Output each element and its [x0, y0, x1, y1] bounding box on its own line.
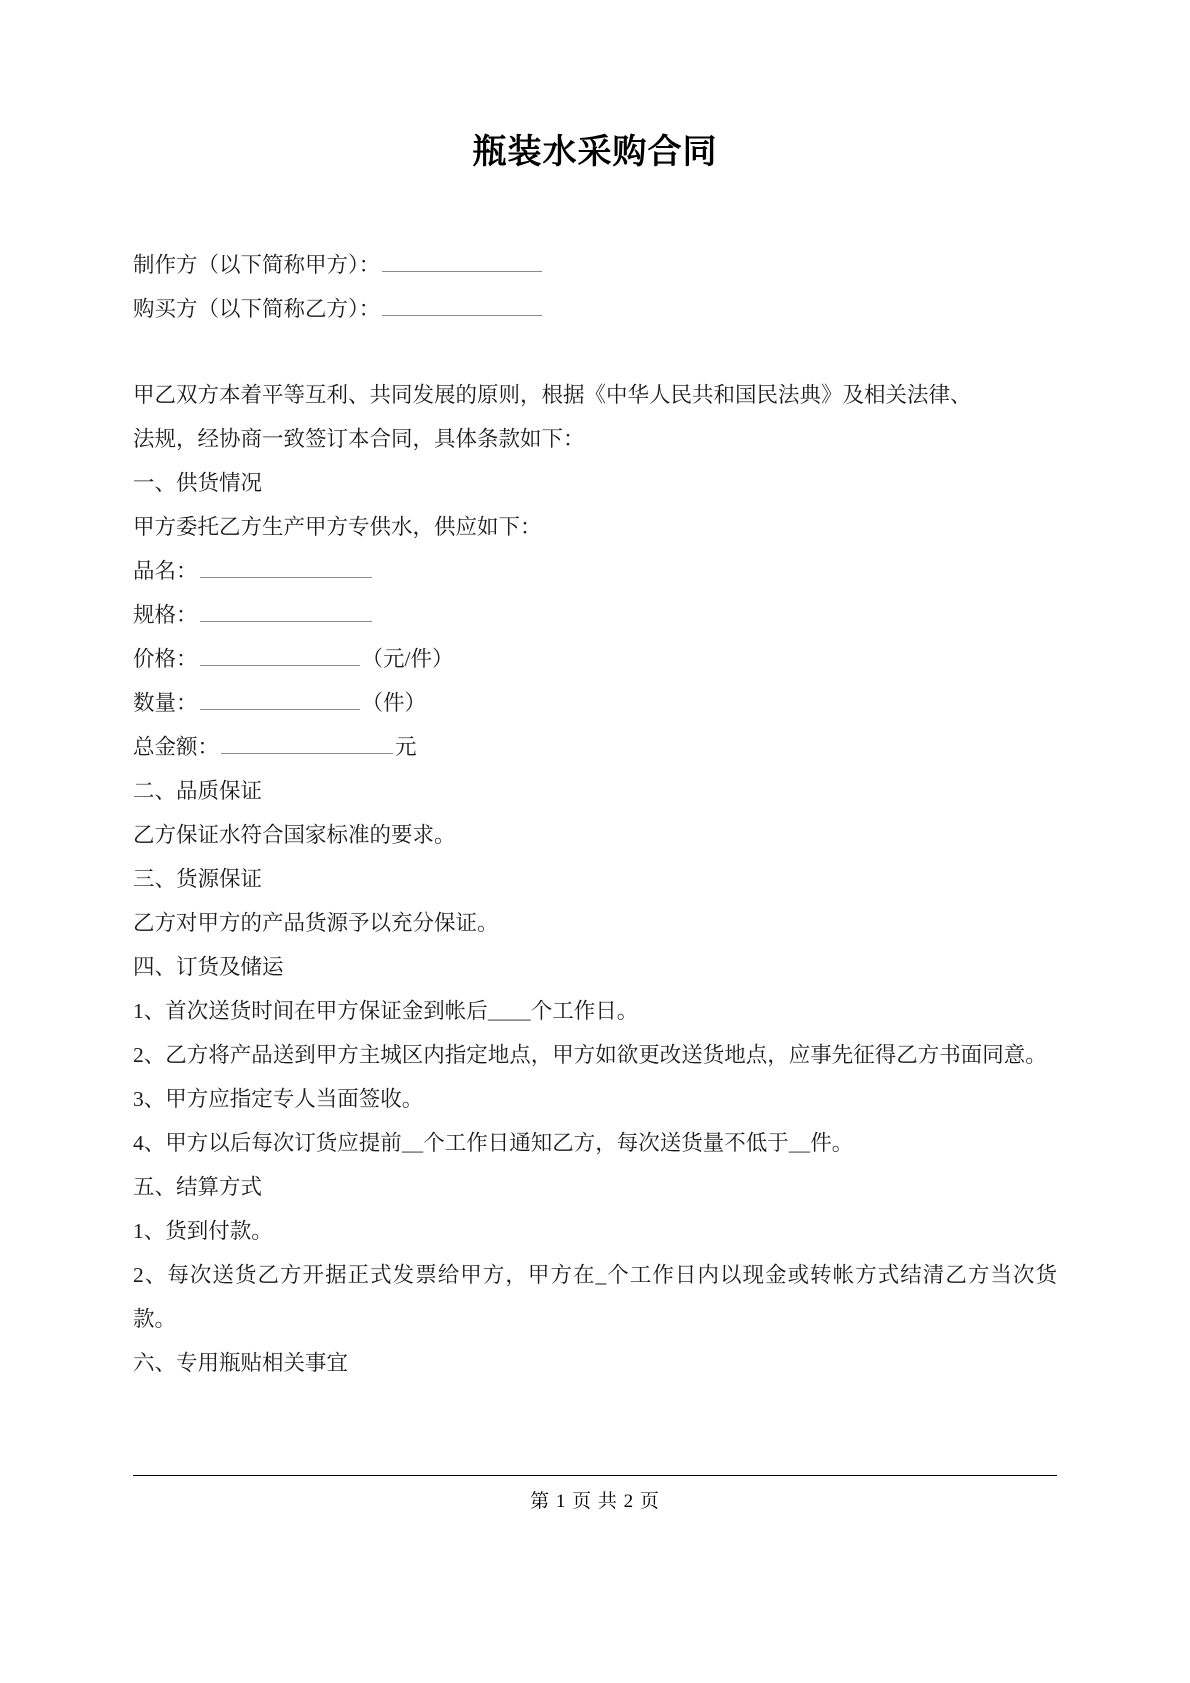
field-product-name	[133, 549, 1057, 593]
field-blank-quantity[interactable]	[200, 689, 360, 710]
page-title: 瓶装水采购合同	[472, 133, 718, 171]
field-price	[133, 637, 1057, 681]
preamble-line-1: 甲乙双方本着平等互利、共同发展的原则，根据《中华人民共和国民法典》及相关法律、	[133, 382, 972, 407]
section-heading-6: 六、专用瓶贴相关事宜	[133, 1350, 349, 1375]
field-label-total-amount: 总金额：	[133, 734, 220, 759]
party-line-seller	[133, 243, 1057, 287]
section-5-item-2: 2、每次送货乙方开据正式发票给甲方，甲方在_个工作日内以现金或转帐方式结清乙方当次货款。	[133, 1262, 1057, 1331]
field-blank-price[interactable]	[200, 645, 360, 666]
footer-divider	[133, 1475, 1057, 1476]
section-heading-3: 三、货源保证	[133, 866, 263, 891]
section-1-line-1: 甲方委托乙方生产甲方专供水，供应如下：	[133, 514, 542, 539]
section-heading-5: 五、结算方式	[133, 1174, 263, 1199]
section-2-line-1: 乙方保证水符合国家标准的要求。	[133, 822, 456, 847]
section-heading-1: 一、供货情况	[133, 470, 263, 495]
page-footer	[133, 1475, 1057, 1513]
preamble-line-2: 法规，经协商一致签订本合同，具体条款如下：	[133, 426, 585, 451]
section-heading-4: 四、订货及储运	[133, 954, 284, 979]
preamble-spacer	[133, 331, 1057, 373]
field-label-specification: 规格：	[133, 602, 198, 627]
field-blank-total-amount[interactable]	[221, 733, 393, 754]
section-heading-2: 二、品质保证	[133, 778, 263, 803]
party-blank-seller[interactable]	[382, 251, 542, 272]
title-spacer	[133, 173, 1057, 243]
party-line-buyer	[133, 287, 1057, 331]
field-label-quantity: 数量：	[133, 690, 198, 715]
field-blank-product-name[interactable]	[200, 557, 372, 578]
party-label-seller: 制作方（以下简称甲方）：	[133, 252, 381, 277]
section-3-line-1: 乙方对甲方的产品货源予以充分保证。	[133, 910, 499, 935]
field-unit-quantity: （件）	[361, 690, 427, 715]
field-blank-specification[interactable]	[200, 601, 372, 622]
page-number-label: 第 1 页 共 2 页	[530, 1491, 660, 1512]
field-unit-total-amount: 元	[395, 734, 417, 759]
document-body	[133, 0, 1057, 1385]
field-unit-price: （元/件）	[361, 646, 454, 671]
field-label-price: 价格：	[133, 646, 198, 671]
field-total-amount	[133, 725, 1057, 769]
section-5-item-1: 1、货到付款。	[133, 1218, 273, 1243]
party-label-buyer: 购买方（以下简称乙方）：	[133, 296, 381, 321]
party-blank-buyer[interactable]	[382, 295, 542, 316]
field-label-product-name: 品名：	[133, 558, 198, 583]
section-4-item-3: 3、甲方应指定专人当面签收。	[133, 1086, 424, 1111]
section-4-item-1: 1、首次送货时间在甲方保证金到帐后＿＿个工作日。	[133, 998, 639, 1023]
section-4-item-2: 2、乙方将产品送到甲方主城区内指定地点，甲方如欲更改送货地点，应事先征得乙方书面同意。	[133, 1042, 1047, 1067]
section-4-item-4: 4、甲方以后每次订货应提前＿个工作日通知乙方，每次送货量不低于＿件。	[133, 1130, 854, 1155]
field-specification	[133, 593, 1057, 637]
field-quantity	[133, 681, 1057, 725]
